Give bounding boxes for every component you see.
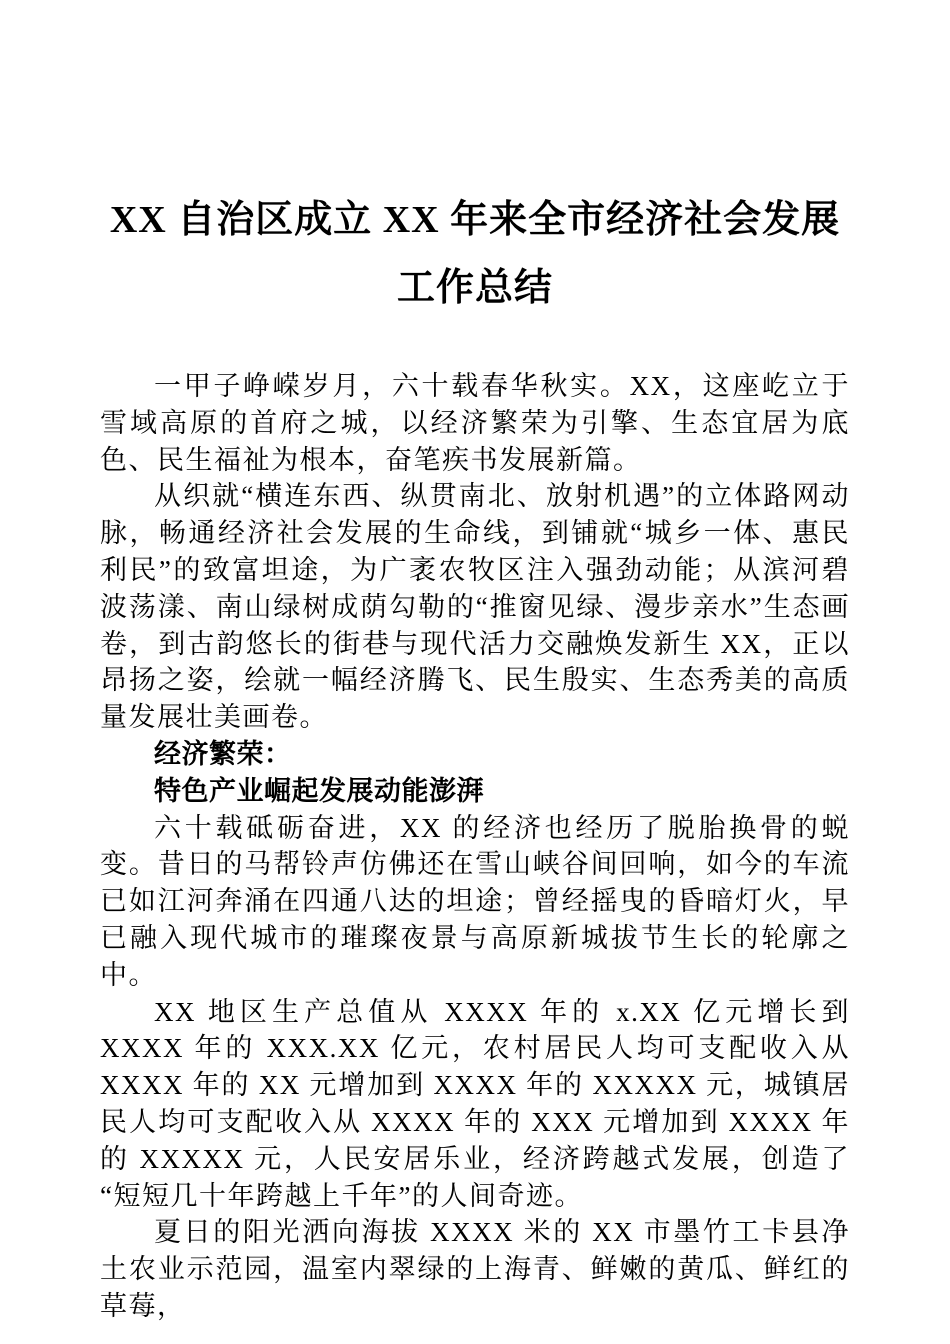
document-body [100,368,850,1325]
section-heading-industry: 特色产业崛起发展动能澎湃 [154,775,484,806]
section-heading-economy: 经济繁荣： [154,738,292,769]
paragraph-overview: 从织就“横连东西、纵贯南北、放射机遇”的立体路网动脉，畅通经济社会发展的生命线，到铺就“城乡一体、惠民利民”的致富坦途，为广袤农牧区注入强劲动能；从滨河碧波荡漾、南山绿树成荫勾勒的“推窗见绿、漫步亲水”生态画卷，到古韵悠长的街巷与现代活力交融焕发新生 XX，正以昂扬之姿，绘就一幅经济腾飞、民生殷实、生态秀美的高质量发展壮美画卷。 [100,481,850,733]
paragraph-agriculture: 夏日的阳光洒向海拔 XXXX 米的 XX 市墨竹工卡县净土农业示范园，温室内翠绿的上海青、鲜嫩的黄瓜、鲜红的草莓， [100,1217,850,1321]
document-title: XX 自治区成立 XX 年来全市经济社会发展工作总结 [109,199,841,309]
paragraph-gdp-statistics: XX 地区生产总值从 XXXX 年的 x.XX 亿元增长到 XXXX 年的 XXX.XX 亿元，农村居民人均可支配收入从 XXXX 年的 XX 元增加到 XXXX 年的 XXXXX 元，城镇居民人均可支配收入从 XXXX 年的 XXX 元增加到 XXXX 年的 XXXXX 元，人民安居乐业，经济跨越式发展，创造了“短短几十年跨越上千年”的人间奇迹。 [100,996,850,1211]
paragraph-intro: 一甲子峥嵘岁月，六十载春华秋实。XX，这座屹立于雪域高原的首府之城，以经济繁荣为引擎、生态宜居为底色、民生福祉为根本，奋笔疾书发展新篇。 [100,371,850,475]
paragraph-transformation: 六十载砥砺奋进，XX 的经济也经历了脱胎换骨的蜕变。昔日的马帮铃声仿佛还在雪山峡谷间回响，如今的车流已如江河奔涌在四通八达的坦途；曾经摇曳的昏暗灯火，早已融入现代城市的璀璨夜景与高原新城拔节生长的轮廓之中。 [100,812,850,990]
